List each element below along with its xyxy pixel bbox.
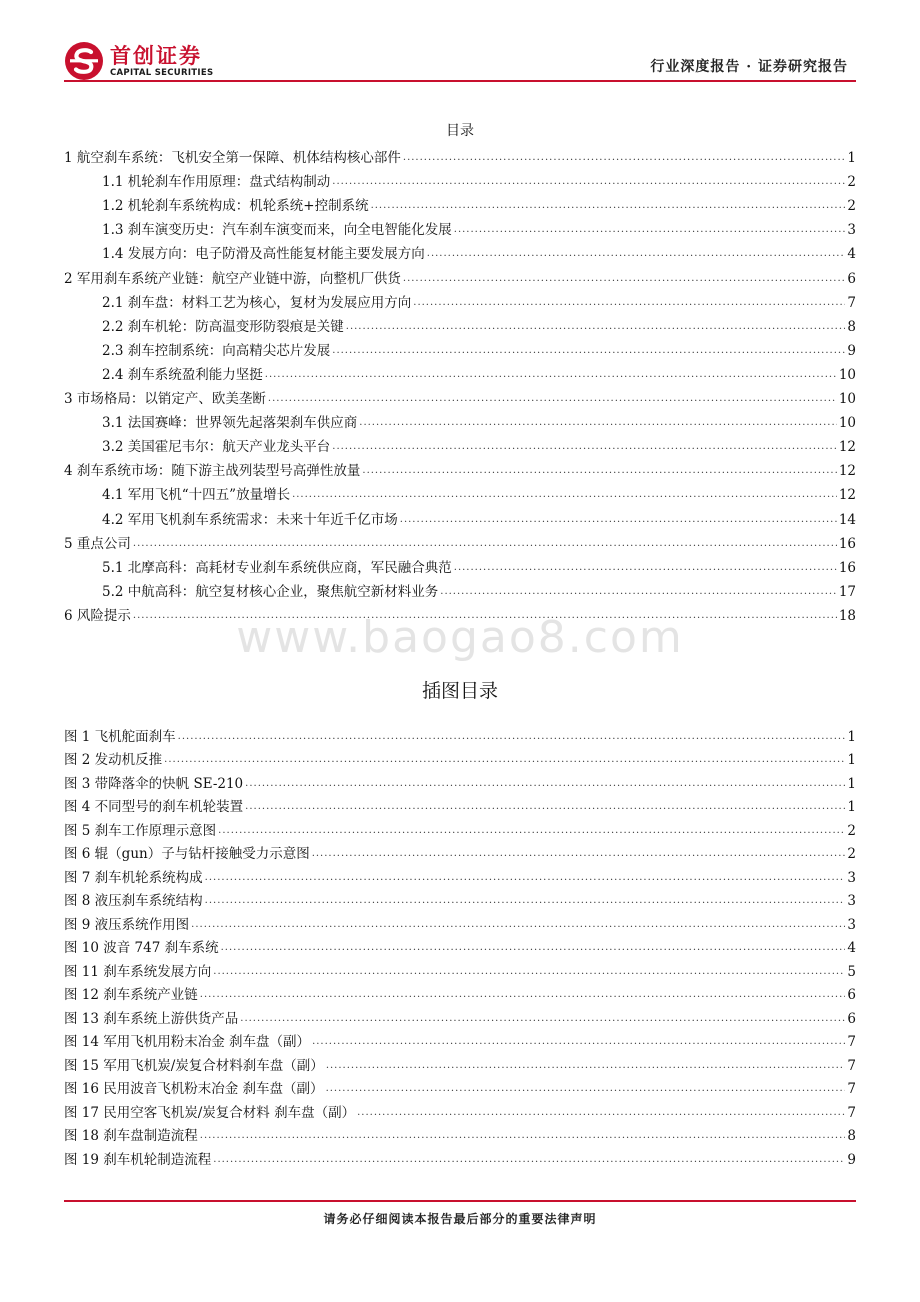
toc-entry[interactable] bbox=[64, 215, 856, 239]
toc-entry[interactable] bbox=[64, 263, 856, 287]
page-header bbox=[64, 38, 856, 86]
figure-dot-leader bbox=[205, 892, 846, 910]
figure-entry-label: 图 11 刹车系统发展方向 bbox=[64, 963, 212, 980]
figure-entry[interactable] bbox=[64, 1075, 856, 1099]
figure-entry[interactable] bbox=[64, 887, 856, 911]
toc-entry[interactable] bbox=[64, 191, 856, 215]
figure-entry-label: 图 7 刹车机轮系统构成 bbox=[64, 869, 203, 886]
figure-dot-leader bbox=[191, 916, 845, 934]
toc-dot-leader bbox=[268, 390, 837, 408]
toc-entry-label: 3 市场格局：以销定产、欧美垄断 bbox=[64, 391, 266, 408]
toc-entry-page: 2 bbox=[847, 198, 856, 215]
toc-dot-leader bbox=[359, 414, 837, 432]
toc-entry-label: 5 重点公司 bbox=[64, 535, 131, 552]
figure-entry-page: 2 bbox=[847, 822, 856, 839]
figure-entry-label: 图 18 刹车盘制造流程 bbox=[64, 1128, 198, 1144]
figure-entry-label: 图 8 液压刹车系统结构 bbox=[64, 893, 203, 909]
toc-dot-leader bbox=[440, 583, 837, 601]
figure-entry[interactable] bbox=[64, 1004, 856, 1028]
header-divider bbox=[64, 80, 856, 82]
figure-entry[interactable] bbox=[64, 1145, 856, 1169]
toc-entry-page: 16 bbox=[838, 535, 856, 552]
figure-entry[interactable] bbox=[64, 934, 856, 958]
figure-entry-label: 图 6 辊（gun）子与钻杆接触受力示意图 bbox=[64, 846, 310, 862]
toc-entry-label: 6 风险提示 bbox=[64, 607, 131, 624]
legal-notice-footer: 请务必仔细阅读本报告最后部分的重要法律声明 bbox=[323, 1212, 597, 1226]
figure-entry[interactable] bbox=[64, 1122, 856, 1146]
toc-dot-leader bbox=[427, 245, 846, 263]
figure-entry-page: 5 bbox=[847, 963, 856, 980]
figure-entry-page: 7 bbox=[847, 1104, 856, 1121]
toc-entry[interactable] bbox=[64, 288, 856, 312]
figure-entry-page: 1 bbox=[847, 775, 856, 792]
footer-divider bbox=[64, 1200, 856, 1202]
figure-entry-label: 图 19 刹车机轮制造流程 bbox=[64, 1151, 212, 1168]
toc-heading: 目录 bbox=[446, 123, 474, 139]
toc-dot-leader bbox=[332, 173, 845, 191]
toc-dot-leader bbox=[403, 149, 846, 167]
figure-entry-label: 图 2 发动机反推 bbox=[64, 752, 163, 768]
toc-dot-leader bbox=[332, 438, 837, 456]
watermark: www.baogao8.com bbox=[236, 612, 684, 663]
figure-entry-label: 图 14 军用飞机用粉末冶金 刹车盘（副） bbox=[64, 1034, 311, 1050]
toc-entry[interactable] bbox=[64, 577, 856, 601]
toc-entry-page: 14 bbox=[838, 511, 856, 528]
toc-entry[interactable] bbox=[64, 480, 856, 504]
toc-dot-leader bbox=[346, 318, 846, 336]
toc-entry-page: 10 bbox=[838, 391, 856, 408]
toc-entry-page: 2 bbox=[847, 174, 856, 191]
figure-dot-leader bbox=[357, 1104, 845, 1122]
toc-entry-page: 12 bbox=[838, 487, 856, 504]
toc-entry-page: 4 bbox=[847, 246, 856, 263]
toc-entry-label: 4.1 军用飞机“十四五”放量增长 bbox=[102, 487, 291, 504]
toc-entry[interactable] bbox=[64, 360, 856, 384]
figure-entry-page: 1 bbox=[847, 799, 856, 815]
figure-entry-page: 4 bbox=[847, 940, 856, 956]
toc-entry-label: 4.2 军用飞机刹车系统需求：未来十年近千亿市场 bbox=[102, 511, 398, 528]
toc-entry[interactable] bbox=[64, 143, 856, 167]
figure-entry-page: 8 bbox=[847, 1128, 856, 1144]
toc-entry[interactable] bbox=[64, 504, 856, 528]
figure-dot-leader bbox=[200, 986, 846, 1004]
toc-entry-label: 2.3 刹车控制系统：向高精尖芯片发展 bbox=[102, 342, 331, 359]
figure-entry-label: 图 10 波音 747 刹车系统 bbox=[64, 940, 219, 956]
figure-list-heading: 插图目录 bbox=[421, 680, 498, 702]
figure-dot-leader bbox=[245, 798, 845, 816]
figure-entry-label: 图 15 军用飞机炭/炭复合材料刹车盘（副） bbox=[64, 1057, 324, 1074]
figure-entry-page: 7 bbox=[847, 1034, 856, 1050]
toc-entry[interactable] bbox=[64, 239, 856, 263]
toc-entry-page: 16 bbox=[838, 559, 856, 576]
figure-dot-leader bbox=[240, 1010, 845, 1028]
toc-entry-label: 2.4 刹车系统盈利能力坚挺 bbox=[102, 366, 263, 383]
toc-entry-label: 2 军用刹车系统产业链：航空产业链中游，向整机厂供货 bbox=[64, 270, 401, 287]
figure-dot-leader bbox=[213, 963, 845, 981]
toc-dot-leader bbox=[454, 221, 846, 239]
toc-entry[interactable] bbox=[64, 384, 856, 408]
toc-entry-page: 3 bbox=[847, 222, 856, 239]
toc-entry-page: 12 bbox=[838, 439, 856, 456]
figure-entry[interactable] bbox=[64, 1051, 856, 1075]
company-logo bbox=[64, 38, 213, 84]
toc-entry-label: 1.2 机轮刹车系统构成：机轮系统+控制系统 bbox=[102, 198, 369, 215]
toc-entry-page: 18 bbox=[838, 607, 856, 624]
figure-entry-page: 3 bbox=[847, 893, 856, 909]
logo-chinese-name: 首创证券 bbox=[110, 43, 202, 68]
figure-entry-page: 3 bbox=[847, 916, 856, 933]
figure-entry-page: 6 bbox=[847, 1010, 856, 1027]
toc-entry-page: 1 bbox=[847, 150, 856, 167]
figure-entry[interactable] bbox=[64, 1098, 856, 1122]
toc-dot-leader bbox=[332, 342, 845, 360]
figure-list bbox=[64, 722, 856, 1169]
toc-entry-label: 5.1 北摩高科：高耗材专业刹车系统供应商，军民融合典范 bbox=[102, 559, 452, 576]
figure-entry-label: 图 4 不同型号的刹车机轮装置 bbox=[64, 799, 244, 815]
figure-entry-label: 图 16 民用波音飞机粉末冶金 刹车盘（副） bbox=[64, 1081, 324, 1097]
figure-entry[interactable] bbox=[64, 863, 856, 887]
figure-entry[interactable] bbox=[64, 840, 856, 864]
toc-entry-label: 3.2 美国霍尼韦尔：航天产业龙头平台 bbox=[102, 439, 331, 456]
toc-dot-leader bbox=[133, 535, 837, 553]
toc-dot-leader bbox=[403, 270, 846, 288]
capital-securities-logo-icon bbox=[64, 41, 104, 81]
toc-entry[interactable] bbox=[64, 408, 856, 432]
figure-entry-label: 图 5 刹车工作原理示意图 bbox=[64, 822, 217, 839]
toc-entry-page: 6 bbox=[847, 270, 856, 287]
toc-entry-page: 10 bbox=[838, 415, 856, 432]
figure-dot-leader bbox=[178, 728, 846, 746]
toc-entry[interactable] bbox=[64, 432, 856, 456]
figure-dot-leader bbox=[312, 1033, 845, 1051]
logo-english-name: CAPITAL SECURITIES bbox=[110, 67, 214, 78]
figure-entry-page: 7 bbox=[847, 1057, 856, 1074]
toc-dot-leader bbox=[413, 294, 845, 312]
figure-entry[interactable] bbox=[64, 722, 856, 746]
toc-entry-label: 3.1 法国赛峰：世界领先起落架刹车供应商 bbox=[102, 415, 358, 432]
figure-entry[interactable] bbox=[64, 981, 856, 1005]
figure-dot-leader bbox=[221, 939, 846, 957]
toc-entry-label: 4 刹车系统市场：随下游主战列装型号高弹性放量 bbox=[64, 463, 361, 480]
figure-entry[interactable] bbox=[64, 793, 856, 817]
figure-entry-page: 9 bbox=[847, 1151, 856, 1168]
toc-entry[interactable] bbox=[64, 312, 856, 336]
figure-dot-leader bbox=[312, 845, 846, 863]
figure-entry-page: 7 bbox=[847, 1081, 856, 1097]
toc-entry-page: 8 bbox=[847, 318, 856, 335]
toc-entry-label: 1 航空刹车系统：飞机安全第一保障、机体结构核心部件 bbox=[64, 150, 401, 167]
toc-entry-label: 1.3 刹车演变历史：汽车刹车演变而来，向全电智能化发展 bbox=[102, 222, 452, 239]
figure-entry[interactable] bbox=[64, 816, 856, 840]
toc-entry[interactable] bbox=[64, 456, 856, 480]
figure-dot-leader bbox=[205, 869, 846, 887]
figure-entry-label: 图 17 民用空客飞机炭/炭复合材料 刹车盘（副） bbox=[64, 1104, 356, 1121]
figure-entry-page: 1 bbox=[847, 752, 856, 768]
toc-entry-label: 2.1 刹车盘：材料工艺为核心，复材为发展应用方向 bbox=[102, 294, 412, 311]
figure-entry[interactable] bbox=[64, 746, 856, 770]
figure-entry-page: 2 bbox=[847, 846, 856, 862]
figure-dot-leader bbox=[213, 1151, 845, 1169]
figure-entry-page: 1 bbox=[847, 728, 856, 745]
figure-entry[interactable] bbox=[64, 957, 856, 981]
figure-dot-leader bbox=[218, 822, 845, 840]
toc-dot-leader bbox=[454, 559, 837, 577]
toc-entry[interactable] bbox=[64, 167, 856, 191]
toc-entry-label: 5.2 中航高科：航空复材核心企业，聚焦航空新材料业务 bbox=[102, 583, 439, 600]
toc-entry[interactable] bbox=[64, 529, 856, 553]
toc-entry[interactable] bbox=[64, 336, 856, 360]
toc-dot-leader bbox=[371, 197, 846, 215]
toc-entry-page: 7 bbox=[847, 294, 856, 311]
figure-dot-leader bbox=[326, 1057, 846, 1075]
figure-entry-page: 3 bbox=[847, 869, 856, 886]
toc-entry-page: 17 bbox=[838, 583, 856, 600]
toc-entry-label: 2.2 刹车机轮：防高温变形防裂痕是关键 bbox=[102, 318, 344, 335]
figure-entry-label: 图 9 液压系统作用图 bbox=[64, 916, 190, 933]
toc-entry-page: 10 bbox=[838, 366, 856, 383]
toc-dot-leader bbox=[400, 511, 837, 529]
figure-dot-leader bbox=[200, 1127, 846, 1145]
toc-entry-page: 9 bbox=[847, 342, 856, 359]
toc-entry-label: 1.1 机轮刹车作用原理：盘式结构制动 bbox=[102, 174, 331, 191]
figure-entry-label: 图 1 飞机舵面刹车 bbox=[64, 728, 176, 745]
figure-entry[interactable] bbox=[64, 910, 856, 934]
figure-dot-leader bbox=[245, 775, 845, 793]
figure-entry[interactable] bbox=[64, 769, 856, 793]
figure-dot-leader bbox=[326, 1080, 846, 1098]
table-of-contents bbox=[64, 143, 856, 625]
figure-entry-label: 图 3 带降落伞的快帆 SE-210 bbox=[64, 775, 244, 792]
toc-dot-leader bbox=[362, 462, 836, 480]
figure-dot-leader bbox=[164, 751, 845, 769]
toc-entry-page: 12 bbox=[838, 463, 856, 480]
report-type-title: 行业深度报告 · 证券研究报告 bbox=[650, 59, 848, 75]
toc-dot-leader bbox=[292, 486, 837, 504]
toc-dot-leader bbox=[265, 366, 837, 384]
figure-entry-label: 图 13 刹车系统上游供货产品 bbox=[64, 1010, 239, 1027]
toc-entry-label: 1.4 发展方向：电子防滑及高性能复材能主要发展方向 bbox=[102, 246, 425, 263]
figure-entry-page: 6 bbox=[847, 987, 856, 1003]
toc-entry[interactable] bbox=[64, 553, 856, 577]
figure-entry-label: 图 12 刹车系统产业链 bbox=[64, 987, 198, 1003]
figure-entry[interactable] bbox=[64, 1028, 856, 1052]
